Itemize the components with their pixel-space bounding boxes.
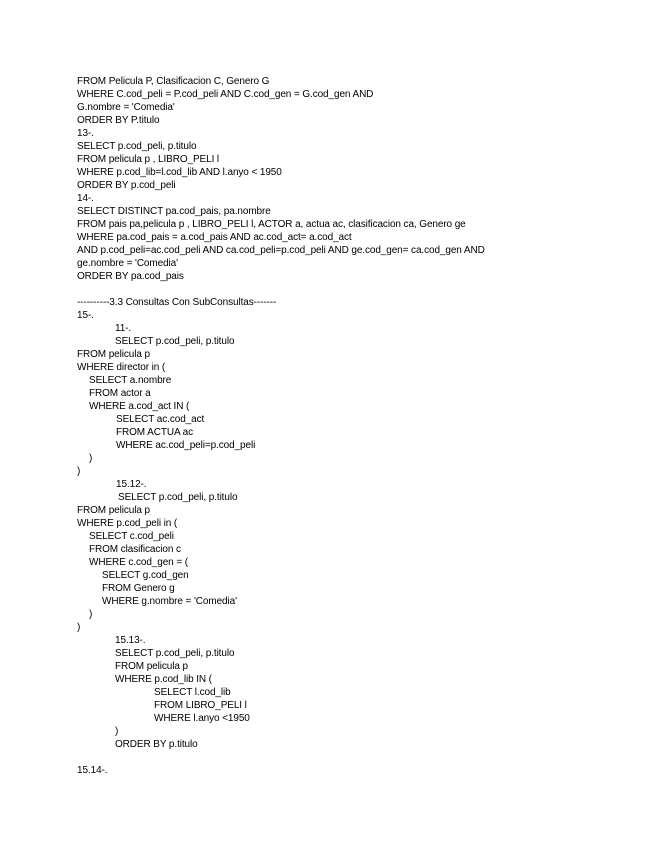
text-line: FROM ACTUA ac [116,427,194,438]
text-line: ) [77,466,81,477]
section-heading: ----------3.3 Consultas Con SubConsultas------- [77,297,277,308]
text-line: FROM clasificacion c [89,544,181,555]
text-line: ORDER BY pa.cod_pais [77,271,184,282]
text-line: FROM pelicula p [77,349,150,360]
text-line: FROM pais pa,pelicula p , LIBRO_PELI l, ACTOR a, actua ac, clasificacion ca, Genero ge [77,219,466,230]
text-line: AND p.cod_peli=ac.cod_peli AND ca.cod_peli=p.cod_peli AND ge.cod_gen= ca.cod_gen AND [77,245,485,256]
text-line: ) [115,726,119,737]
text-line: FROM LIBRO_PELI l [154,700,247,711]
text-line: SELECT p.cod_peli, p.titulo [118,492,238,503]
text-line: ORDER BY p.titulo [115,739,198,750]
text-line: SELECT DISTINCT pa.cod_pais, pa.nombre [77,206,271,217]
text-line: WHERE p.cod_lib IN ( [115,674,212,685]
text-line: 15.13-. [115,635,146,646]
text-line: FROM Genero g [102,583,175,594]
text-line: ) [89,609,93,620]
text-line: ) [77,622,81,633]
text-line: WHERE a.cod_act IN ( [89,401,190,412]
text-line: ORDER BY p.cod_peli [77,180,176,191]
text-line: WHERE ac.cod_peli=p.cod_peli [116,440,256,451]
text-line: WHERE p.cod_peli in ( [77,518,178,529]
text-line: FROM Pelicula P, Clasificacion C, Genero G [77,76,270,87]
text-line: ge.nombre = 'Comedia' [77,258,178,269]
text-line: 14-. [77,193,94,204]
text-line: WHERE p.cod_lib=l.cod_lib AND l.anyo < 1950 [77,167,282,178]
text-line: WHERE c.cod_gen = ( [89,557,188,568]
text-line: ) [89,453,93,464]
text-line: 11-. [115,323,132,334]
text-line: ORDER BY P.titulo [77,115,160,126]
text-line: SELECT p.cod_peli, p.titulo [115,336,235,347]
text-line: WHERE pa.cod_pais = a.cod_pais AND ac.cod_act= a.cod_act [77,232,352,243]
text-line: WHERE C.cod_peli = P.cod_peli AND C.cod_gen = G.cod_gen AND [77,89,374,100]
text-line: WHERE director in ( [77,362,166,373]
text-line: WHERE g.nombre = 'Comedia' [102,596,237,607]
text-line: FROM pelicula p , LIBRO_PELI l [77,154,220,165]
text-line: SELECT c.cod_peli [89,531,174,542]
text-line: G.nombre = 'Comedia' [77,102,175,113]
text-line: SELECT ac.cod_act [116,414,205,425]
text-line: SELECT p.cod_peli, p.titulo [77,141,197,152]
text-line: 15-. [77,310,94,321]
text-line: SELECT a.nombre [89,375,172,386]
text-line: SELECT l.cod_lib [154,687,231,698]
text-line: FROM pelicula p [115,661,188,672]
text-line: SELECT p.cod_peli, p.titulo [115,648,235,659]
text-line: SELECT g.cod_gen [102,570,189,581]
text-line: FROM actor a [89,388,151,399]
text-line: 15.14-. [77,765,108,776]
text-line: 15.12-. [116,479,147,490]
text-line: WHERE l.anyo <1950 [154,713,250,724]
text-line: FROM pelicula p [77,505,150,516]
text-line: 13-. [77,128,94,139]
